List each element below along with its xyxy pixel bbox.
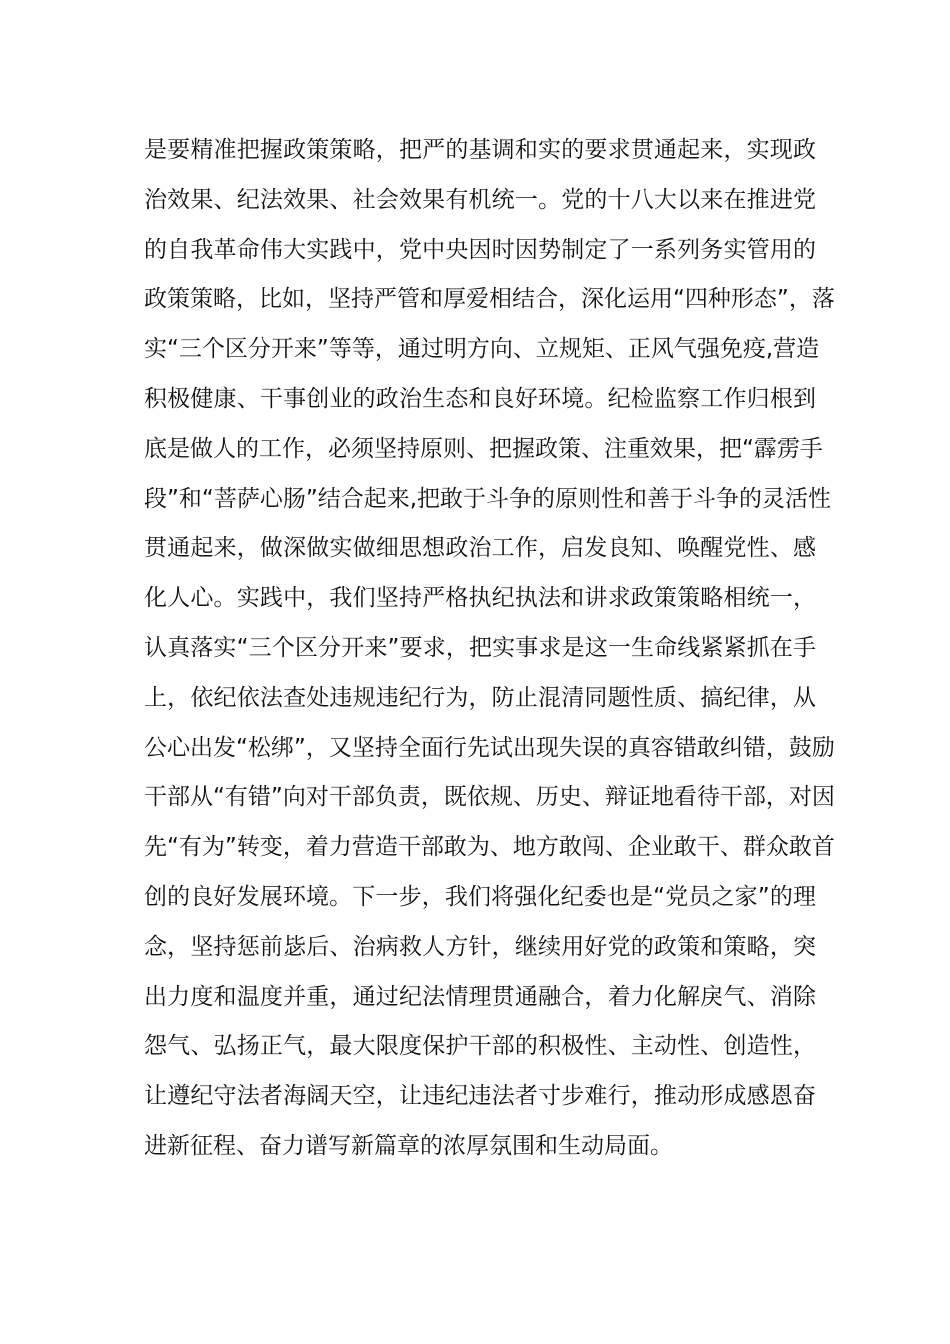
text-line: 是要精准把握政策策略，把严的基调和实的要求贯通起来，实现政 [144,137,816,163]
text-line: 治效果、纪法效果、社会效果有机统一。党的十八大以来在推进党 [144,186,816,213]
text-line: 进新征程、奋力谱写新篇章的浓厚氛围和生动局面。 [144,1132,673,1159]
text-line: 的自我革命伟大实践中，党中央因时因势制定了一系列务实管用的 [144,236,816,263]
text-line: 公心出发“松绑”，又坚持全面行先试出现失误的真容错敢纠错，鼓励 [144,734,835,761]
text-line: 实“三个区分开来”等等，通过明方向、立规矩、正风气强免疫,营造 [144,336,820,363]
text-line: 念，坚持惩前毖后、治病救人方针，继续用好党的政策和策略，突 [144,933,816,960]
text-line: 创的良好发展环境。下一步，我们将强化纪委也是“党员之家”的理 [144,883,816,910]
text-line: 底是做人的工作，必须坚持原则、把握政策、注重效果，把“霹雳手 [144,435,823,462]
body-paragraph [144,126,835,1172]
text-line: 政策策略，比如，坚持严管和厚爱相结合，深化运用“四种形态”，落 [144,286,835,313]
text-line: 上，依纪依法查处违规违纪行为，防止混清同题性质、搞纪律，从 [144,684,816,711]
text-line: 段”和“菩萨心肠”结合起来,把敢于斗争的原则性和善于斗争的灵活性 [144,485,832,512]
text-line: 出力度和温度并重，通过纪法情理贯通融合，着力化解戾气、消除 [144,983,816,1010]
text-line: 认真落实“三个区分开来”要求，把实事求是这一生命线紧紧抓在手 [144,634,816,661]
text-line: 让遵纪守法者海阔天空，让违纪违法者寸步难行，推动形成感恩奋 [144,1083,816,1110]
text-line: 贯通起来，做深做实做细思想政治工作，启发良知、唤醒党性、感 [144,535,816,562]
text-line: 积极健康、干事创业的政治生态和良好环境。纪检监察工作归根到 [144,385,816,412]
text-line: 先“有为”转变，着力营造干部敢为、地方敢闯、企业敢干、群众敢首 [144,834,835,861]
text-line: 干部从“有错”向对干部负责，既依规、历史、辩证地看待干部，对因 [144,784,835,811]
text-line: 化人心。实践中，我们坚持严格执纪执法和讲求政策策略相统一， [144,585,816,612]
text-line: 怨气、弘扬正气，最大限度保护干部的积极性、主动性、创造性， [144,1033,816,1060]
